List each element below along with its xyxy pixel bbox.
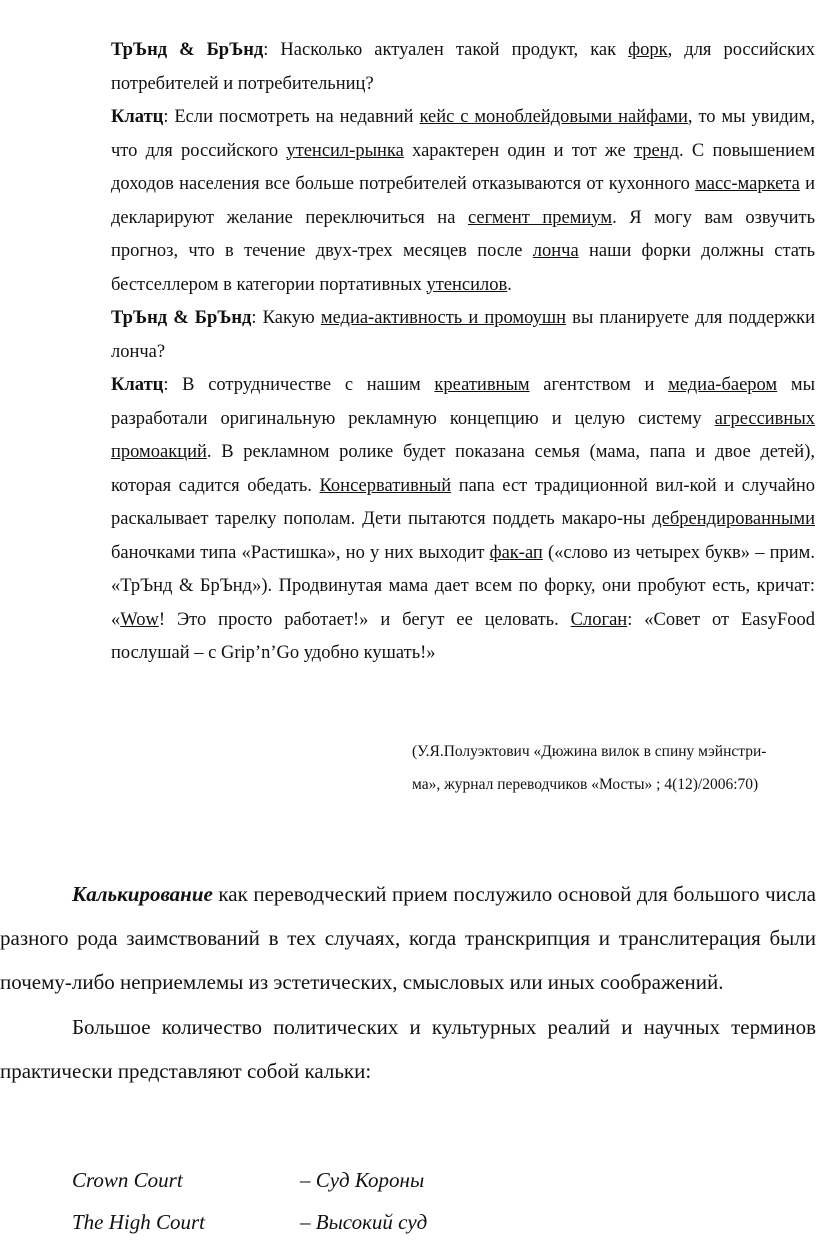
dialog-text: . С повышением доходов населения все больше потребителей отказываются от кухонного bbox=[111, 140, 815, 194]
dialog-text: , то мы увидим, что для российского bbox=[111, 107, 816, 161]
underlined-term: сегмент премиум bbox=[467, 207, 613, 228]
dialog-paragraph bbox=[111, 302, 815, 369]
underlined-term: фак-ап bbox=[489, 542, 543, 563]
dialog-text: . bbox=[507, 274, 512, 295]
dialog-text: и декларируют желание переключиться на bbox=[111, 174, 815, 228]
dialog-text: . Я могу вам озвучить прогноз, что в течение двух-трех месяцев после bbox=[111, 207, 816, 261]
underlined-term: креативным bbox=[434, 375, 530, 395]
underlined-term: Консервативный bbox=[319, 475, 452, 496]
underlined-term: утенсил-рынка bbox=[286, 140, 404, 161]
dialog-text: : В сотрудничестве с нашим bbox=[163, 375, 435, 395]
underlined-term: масс-маркета bbox=[695, 174, 800, 194]
dialog-text: мы разработали оригинальную рекламную концепцию и целую систему bbox=[111, 375, 815, 429]
paragraph-examples-intro: Большое количество политических и культурных реалий и научных терминов практически представляют собой кальки: bbox=[0, 1015, 816, 1083]
term-list bbox=[72, 1159, 772, 1243]
dialog-text: : Какую bbox=[251, 308, 321, 328]
paragraph-calque bbox=[0, 872, 816, 1004]
underlined-term: кейс с моноблейдовыми найфами bbox=[419, 107, 688, 127]
term-english: The High Court bbox=[72, 1210, 206, 1234]
citation-line: ма», журнал переводчиков «Мосты» ; 4(12)/2006:70) bbox=[412, 776, 759, 793]
underlined-term: утенсилов bbox=[426, 274, 508, 295]
term-calque: Калькирование bbox=[72, 882, 213, 906]
citation bbox=[412, 735, 807, 801]
underlined-term: Wow bbox=[120, 609, 159, 630]
dialog-text: : Насколько актуален такой продукт, как bbox=[263, 40, 629, 60]
dialog-paragraph bbox=[111, 369, 815, 671]
dialog-text: («слово из четырех букв» – прим. «ТрЪнд & БрЪнд»). Продвинутая мама дает всем по форку, они пробуют есть, кричат: « bbox=[111, 542, 815, 630]
dialog-text: наши форки должны стать бестселлером в категории портативных bbox=[111, 241, 816, 295]
term-row bbox=[72, 1159, 772, 1201]
underlined-term: агрессивных промоакций bbox=[111, 408, 815, 462]
paragraph-text: как переводческий прием послужило основой для большого числа разного рода заимствований в тех случаях, когда транскрипция и транслитерация были почему-либо неприемлемы из эстетических, смысловых или иных соображений. bbox=[0, 882, 816, 994]
speaker-name: ТрЪнд & БрЪнд bbox=[111, 40, 264, 60]
term-row bbox=[72, 1201, 772, 1243]
speaker-name: Клатц bbox=[111, 107, 164, 127]
speaker-name: Клатц bbox=[111, 375, 164, 395]
dialog-text: ! Это просто работает!» и бегут ее целовать. bbox=[158, 609, 571, 630]
underlined-term: форк bbox=[628, 40, 668, 60]
citation-line: (У.Я.Полуэктович «Дюжина вилок в спину мэйнстри- bbox=[412, 743, 767, 760]
underlined-term: лонча bbox=[532, 241, 579, 261]
body-text bbox=[0, 872, 816, 1093]
dialog-text: : Если посмотреть на недавний bbox=[163, 107, 420, 127]
dialog-text: баночками типа «Растишка», но у них выходит bbox=[111, 542, 490, 563]
dialog-text: . В рекламном ролике будет показана семья (мама, папа и двое детей), которая садится обедать. bbox=[111, 442, 815, 496]
dialog-paragraph bbox=[111, 34, 815, 101]
term-russian: – Высокий суд bbox=[300, 1210, 428, 1234]
dialog-text: вы планируете для поддержки лонча? bbox=[111, 308, 816, 362]
underlined-term: дебрендированными bbox=[652, 509, 815, 529]
term-english: Crown Court bbox=[72, 1168, 183, 1192]
underlined-term: тренд bbox=[633, 140, 680, 161]
dialog-text: , для российских потребителей и потребительниц? bbox=[111, 40, 815, 94]
underlined-term: медиа-активность и промоушн bbox=[320, 308, 567, 328]
interview-dialog bbox=[111, 34, 815, 671]
dialog-text: характерен один и тот же bbox=[403, 140, 634, 161]
term-russian: – Суд Короны bbox=[300, 1168, 425, 1192]
dialog-paragraph bbox=[111, 101, 815, 302]
dialog-text: агентством и bbox=[529, 375, 669, 395]
underlined-term: медиа-баером bbox=[668, 375, 778, 395]
underlined-term: Слоган bbox=[570, 609, 628, 630]
speaker-name: ТрЪнд & БрЪнд bbox=[111, 308, 252, 328]
dialog-text: папа ест традиционной вил-кой и случайно раскалывает тарелку пополам. Дети пытаются поддеть макаро-ны bbox=[111, 475, 815, 529]
dialog-text: : «Совет от EasyFood послушай – с Grip’n’Go удобно кушать!» bbox=[111, 609, 816, 663]
